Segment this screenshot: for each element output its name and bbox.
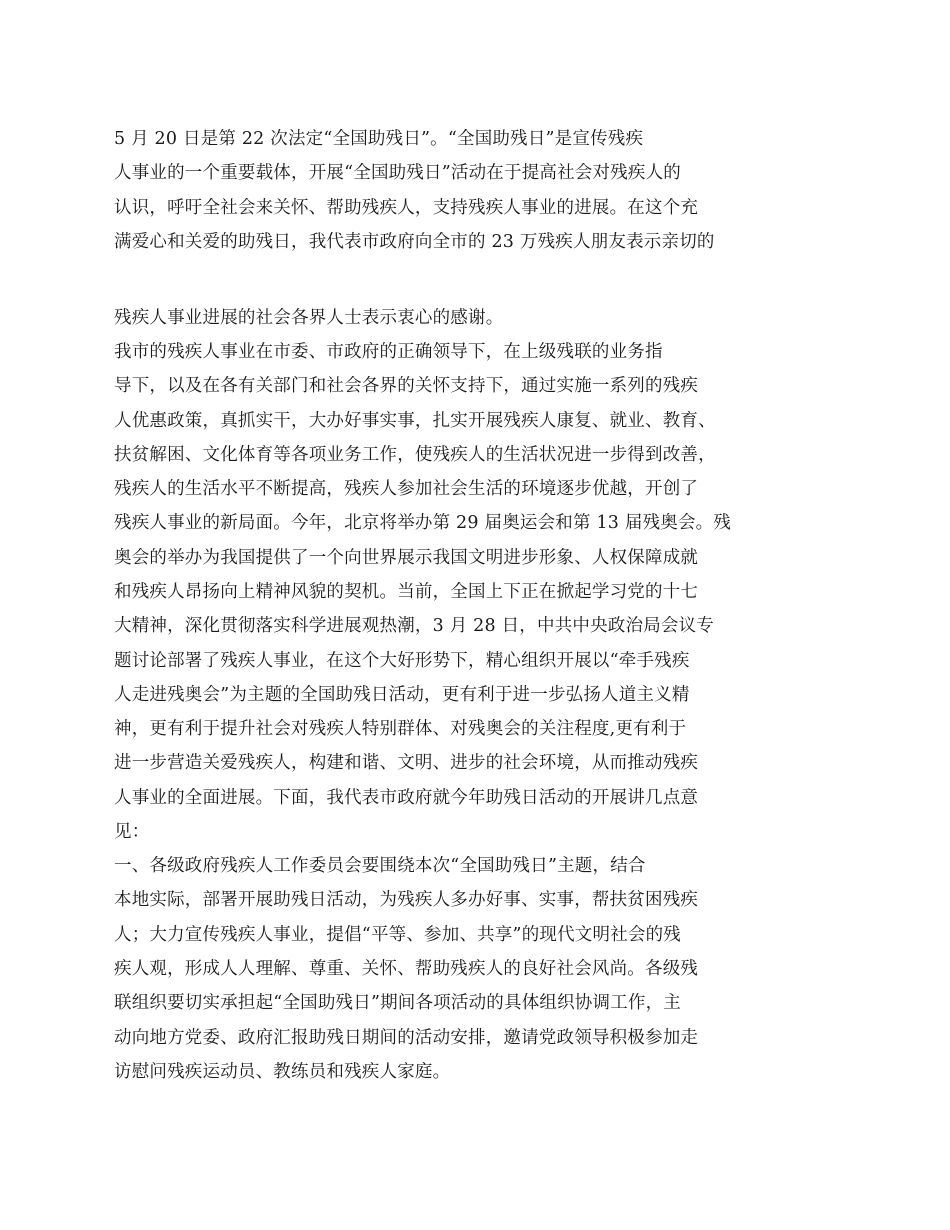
text-line: 疾人观，形成人人理解、尊重、关怀、帮助残疾人的良好社会风尚。各级残 [114, 959, 699, 979]
text-line: 进一步营造关爱残疾人，构建和谐、文明、进步的社会环境，从而推动残疾 [114, 753, 699, 773]
text-line: 一、各级政府残疾人工作委员会要围绕本次“全国助残日”主题，结合 [114, 856, 646, 876]
text-line: 题讨论部署了残疾人事业，在这个大好形势下，精心组织开展以“牵手残疾 [114, 651, 690, 671]
text-line: 扶贫解困、文化体育等各项业务工作，使残疾人的生活状况进一步得到改善， [114, 445, 716, 465]
text-line: 动向地方党委、政府汇报助残日期间的活动安排，邀请党政领导积极参加走 [114, 1028, 699, 1048]
text-line: 访慰问残疾运动员、教练员和残疾人家庭。 [114, 1062, 451, 1082]
text-line: 5 月 20 日是第 22 次法定“全国助残日”。“全国助残日”是宣传残疾 [114, 129, 644, 149]
text-line: 我市的残疾人事业在市委、市政府的正确领导下，在上级残联的业务指 [114, 342, 663, 362]
text-line: 残疾人事业的新局面。今年，北京将举办第 29 届奥运会和第 13 届残奥会。残 [114, 513, 732, 533]
text-line: 神，更有利于提升社会对残疾人特别群体、对残奥会的关注程度,更有利于 [114, 719, 687, 739]
text-line: 认识，呼吁全社会来关怀、帮助残疾人，支持残疾人事业的进展。在这个充 [114, 198, 699, 218]
text-line: 本地实际，部署开展助残日活动，为残疾人多办好事、实事，帮扶贫困残疾 [114, 890, 699, 910]
text-line: 和残疾人昂扬向上精神风貌的契机。当前，全国上下正在掀起学习党的十七 [114, 582, 699, 602]
text-line: 残疾人的生活水平不断提高，残疾人参加社会生活的环境逐步优越，开创了 [114, 479, 699, 499]
text-line: 大精神，深化贯彻落实科学进展观热潮，3 月 28 日，中共中央政治局会议专 [114, 616, 714, 636]
text-line: 联组织要切实承担起“全国助残日”期间各项活动的具体组织协调工作，主 [114, 993, 681, 1013]
text-line: 人事业的全面进展。下面，我代表市政府就今年助残日活动的开展讲几点意 [114, 788, 699, 808]
text-line: 见： [114, 822, 150, 842]
text-line: 人事业的一个重要载体，开展“全国助残日”活动在于提高社会对残疾人的 [114, 163, 681, 183]
text-line: 人；大力宣传残疾人事业，提倡“平等、参加、共享”的现代文明社会的残 [114, 925, 681, 945]
text-line: 人优惠政策，真抓实干，大办好事实事，扎实开展残疾人康复、就业、教育、 [114, 411, 716, 431]
text-line: 导下，以及在各有关部门和社会各界的关怀支持下，通过实施一系列的残疾 [114, 376, 699, 396]
text-line: 满爱心和关爱的助残日，我代表市政府向全市的 23 万残疾人朋友表示亲切的 [114, 232, 715, 252]
text-line: 人走进残奥会”为主题的全国助残日活动，更有利于进一步弘扬人道主义精 [114, 685, 690, 705]
text-line: 奥会的举办为我国提供了一个向世界展示我国文明进步形象、人权保障成就 [114, 548, 699, 568]
text-line: 残疾人事业进展的社会各界人士表示衷心的感谢。 [114, 308, 504, 328]
